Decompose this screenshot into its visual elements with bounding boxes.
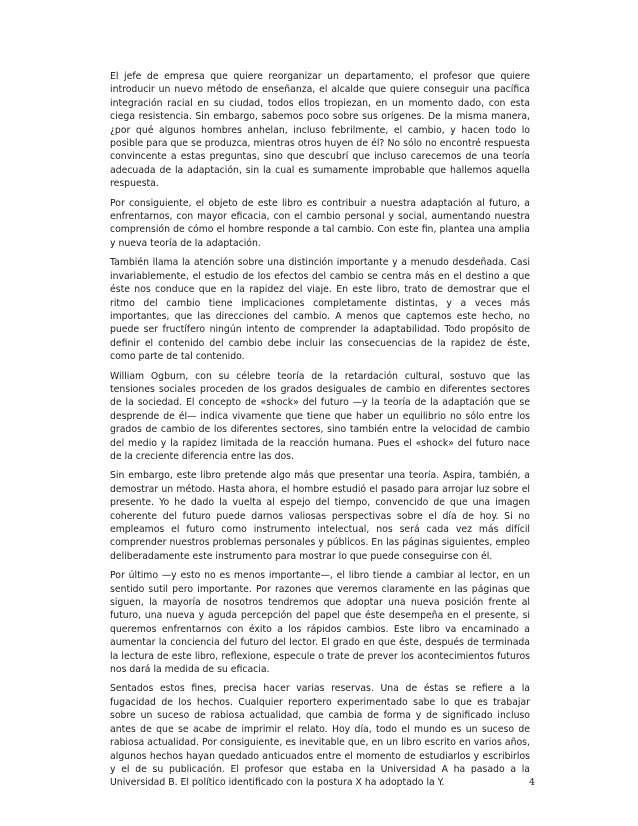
- paragraph: Por último —y esto no es menos importante—, el libro tiende a cambiar al lector, en un sentido sutil pero importante. Por razones que veremos claramente en las páginas que siguen, la mayoría de nosotros tendremos que adoptar una nueva posición frente al futuro, una nueva y aguda percepción del papel que éste desempeña en el presente, si queremos enfrentarnos con éxito a los rápidos cambios. Este libro va encaminado a aumentar la conciencia del futuro del lector. El grado en que éste, después de terminada la lectura de este libro, reflexione, especule o trate de prever los acontecimientos futuros nos dará la medida de su eficacia.: [110, 570, 530, 676]
- paragraph: Sentados estos fines, precisa hacer varias reservas. Una de éstas se refiere a la fugacidad de los hechos. Cualquier reportero experimentado sabe lo que es trabajar sobre un suceso de rabiosa actualidad, que cambia de forma y de significado incluso antes de que se acabe de imprimir el relato. Hoy día, todo el mundo es un suceso de rabiosa actualidad. Por consiguiente, es inevitable que, en un libro escrito en varios años, algunos hechos hayan quedado anticuados entre el momento de estudiarlos y escribirlos y el de su publicación. El profesor que estaba en la Universidad A ha pasado a la Universidad B. El político identificado con la postura X ha adoptado la Y.: [110, 683, 530, 789]
- paragraph: El jefe de empresa que quiere reorganizar un departamento, el profesor que quiere introducir un nuevo método de enseñanza, el alcalde que quiere conseguir una pacífica integración racial en su ciudad, todos ellos tropiezan, en un momento dado, con esta ciega resistencia. Sin embargo, sabemos poco sobre sus orígenes. De la misma manera, ¿por qué algunos hombres anhelan, incluso febrilmente, el cambio, y hacen todo lo posible para que se produzca, mientras otros huyen de él? No sólo no encontré respuesta convincente a estas preguntas, sino que descubrí que incluso carecemos de una teoría adecuada de la adaptación, sin la cual es sumamente improbable que hallemos aquella respuesta.: [110, 71, 530, 190]
- paragraph: También llama la atención sobre una distinción importante y a menudo desdeñada. Casi invariablemente, el estudio de los efectos del cambio se centra más en el destino a que éste nos conduce que en la rapidez del viaje. En este libro, trato de demostrar que el ritmo del cambio tiene implicaciones completamente distintas, y a veces más importantes, que las direcciones del cambio. A menos que captemos este hecho, no puede ser fructífero ningún intento de comprender la adaptabilidad. Todo propósito de definir el contenido del cambio debe incluir las consecuencias de la rapidez de éste, como parte de tal contenido.: [110, 257, 530, 363]
- body-text: [110, 70, 530, 796]
- paragraph: Por consiguiente, el objeto de este libro es contribuir a nuestra adaptación al futuro, a enfrentarnos, con mayor eficacia, con el cambio personal y social, aumentando nuestra comprensión de cómo el hombre responde a tal cambio. Con este fin, plantea una amplia y nueva teoría de la adaptación.: [110, 197, 530, 249]
- page-number: 4: [528, 777, 535, 788]
- paragraph: Sin embargo, este libro pretende algo más que presentar una teoría. Aspira, también, a demostrar un método. Hasta ahora, el hombre estudió el pasado para arrojar luz sobre el presente. Yo he dado la vuelta al espejo del tiempo, convencido de que una imagen coherente del futuro puede darnos valiosas perspectivas sobre el día de hoy. Si no empleamos el futuro como instrumento intelectual, nos será cada vez más difícil comprender nuestros problemas personales y públicos. En las páginas siguientes, empleo deliberadamente este instrumento para mostrar lo que puede conseguirse con él.: [110, 470, 530, 562]
- paragraph: William Ogburn, con su célebre teoría de la retardación cultural, sostuvo que las tensiones sociales proceden de los grados desiguales de cambio en diferentes sectores de la sociedad. El concepto de «shock» del futuro —y la teoría de la adaptación que se desprende de él— indica vivamente que tiene que haber un equilibrio no sólo entre los grados de cambio de los diferentes sectores, sino también entre la velocidad de cambio del medio y la rapidez limitada de la reacción humana. Pues el «shock» del futuro nace de la creciente diferencia entre las dos.: [110, 370, 530, 462]
